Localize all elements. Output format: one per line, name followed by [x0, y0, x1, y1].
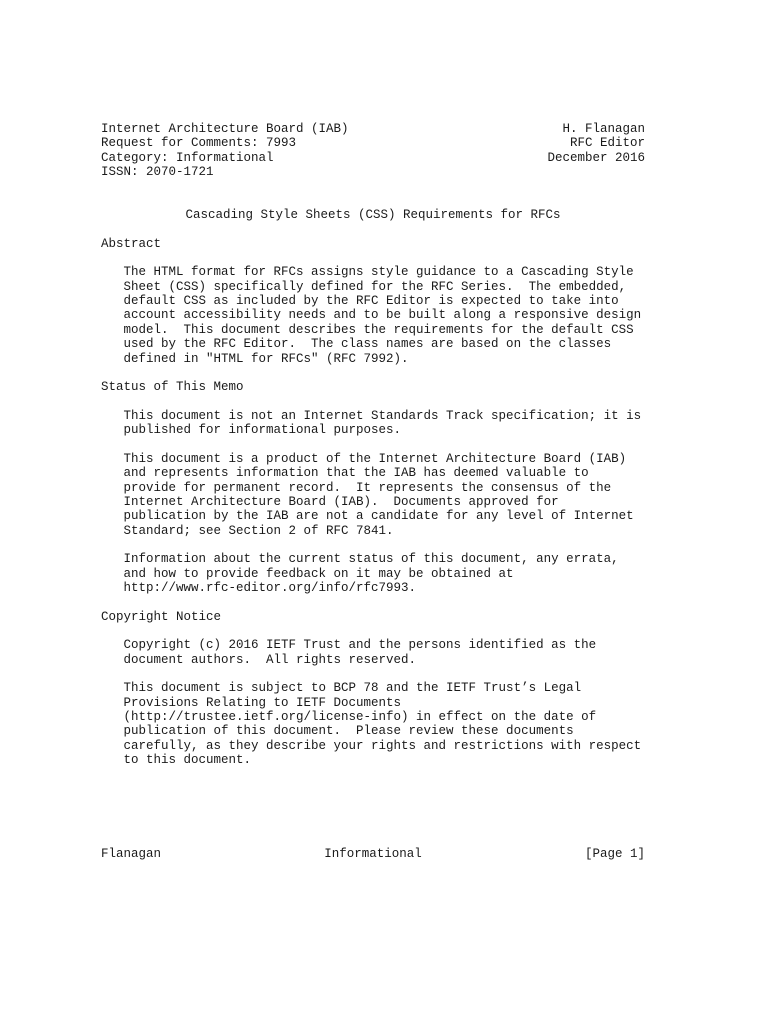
rfc-page	[101, 122, 645, 767]
status-paragraph-3: Information about the current status of this document, any errata, and how to provide feedback on it may be obtained at http://www.rfc-editor.org/info/rfc7993.	[123, 552, 619, 595]
status-paragraph-2: This document is a product of the Internet Architecture Board (IAB) and represents information that the IAB has deemed valuable to provide for permanent record. It represents the consensus of the Internet Architecture Board (IAB). Documents approved for publication by the IAB are not a candidate for any level of Internet Standard; see Section 2 of RFC 7841.	[123, 451, 634, 538]
footer-page-number: [Page 1]	[584, 847, 645, 861]
header-row-3	[101, 151, 645, 165]
page-footer	[101, 847, 645, 861]
header-author-affiliation: RFC Editor	[569, 136, 645, 151]
header-row-1	[101, 122, 645, 136]
copyright-paragraph-2: This document is subject to BCP 78 and the IETF Trust’s Legal Provisions Relating to IETF Documents (http://trustee.ietf.org/license-info) in effect on the date of publication of this document. Please review these documents carefully, as they describe your rights and restrictions with respect to this document.	[123, 681, 642, 768]
status-paragraph-1: This document is not an Internet Standards Track specification; it is published for informational purposes.	[123, 408, 642, 438]
footer-category: Informational	[324, 847, 422, 861]
document-title: Cascading Style Sheets (CSS) Requirements for RFCs	[185, 208, 561, 223]
header-organization: Internet Architecture Board (IAB)	[101, 122, 349, 136]
header-category: Category: Informational	[101, 150, 274, 165]
header-rfc-number: Request for Comments: 7993	[101, 136, 297, 151]
abstract-paragraph: The HTML format for RFCs assigns style guidance to a Cascading Style Sheet (CSS) specifically defined for the RFC Series. The embedded, default CSS as included by the RFC Editor is expected to take into account accessibility needs and to be built along a responsive design model. This document describes the requirements for the default CSS used by the RFC Editor. The class names are based on the classes defined in "HTML for RFCs" (RFC 7992).	[123, 265, 642, 366]
abstract-heading: Abstract	[101, 236, 162, 251]
header-row-4	[101, 165, 645, 179]
header-row-2	[101, 136, 645, 150]
header-date: December 2016	[547, 150, 645, 165]
rfc-header	[101, 122, 645, 179]
header-issn: ISSN: 2070-1721	[101, 165, 214, 180]
status-heading: Status of This Memo	[101, 380, 244, 395]
copyright-paragraph-1: Copyright (c) 2016 IETF Trust and the persons identified as the document authors. All rights reserved.	[123, 638, 597, 667]
footer-author: Flanagan	[101, 847, 162, 861]
copyright-heading: Copyright Notice	[101, 609, 222, 624]
header-author: H. Flanagan	[562, 122, 645, 136]
